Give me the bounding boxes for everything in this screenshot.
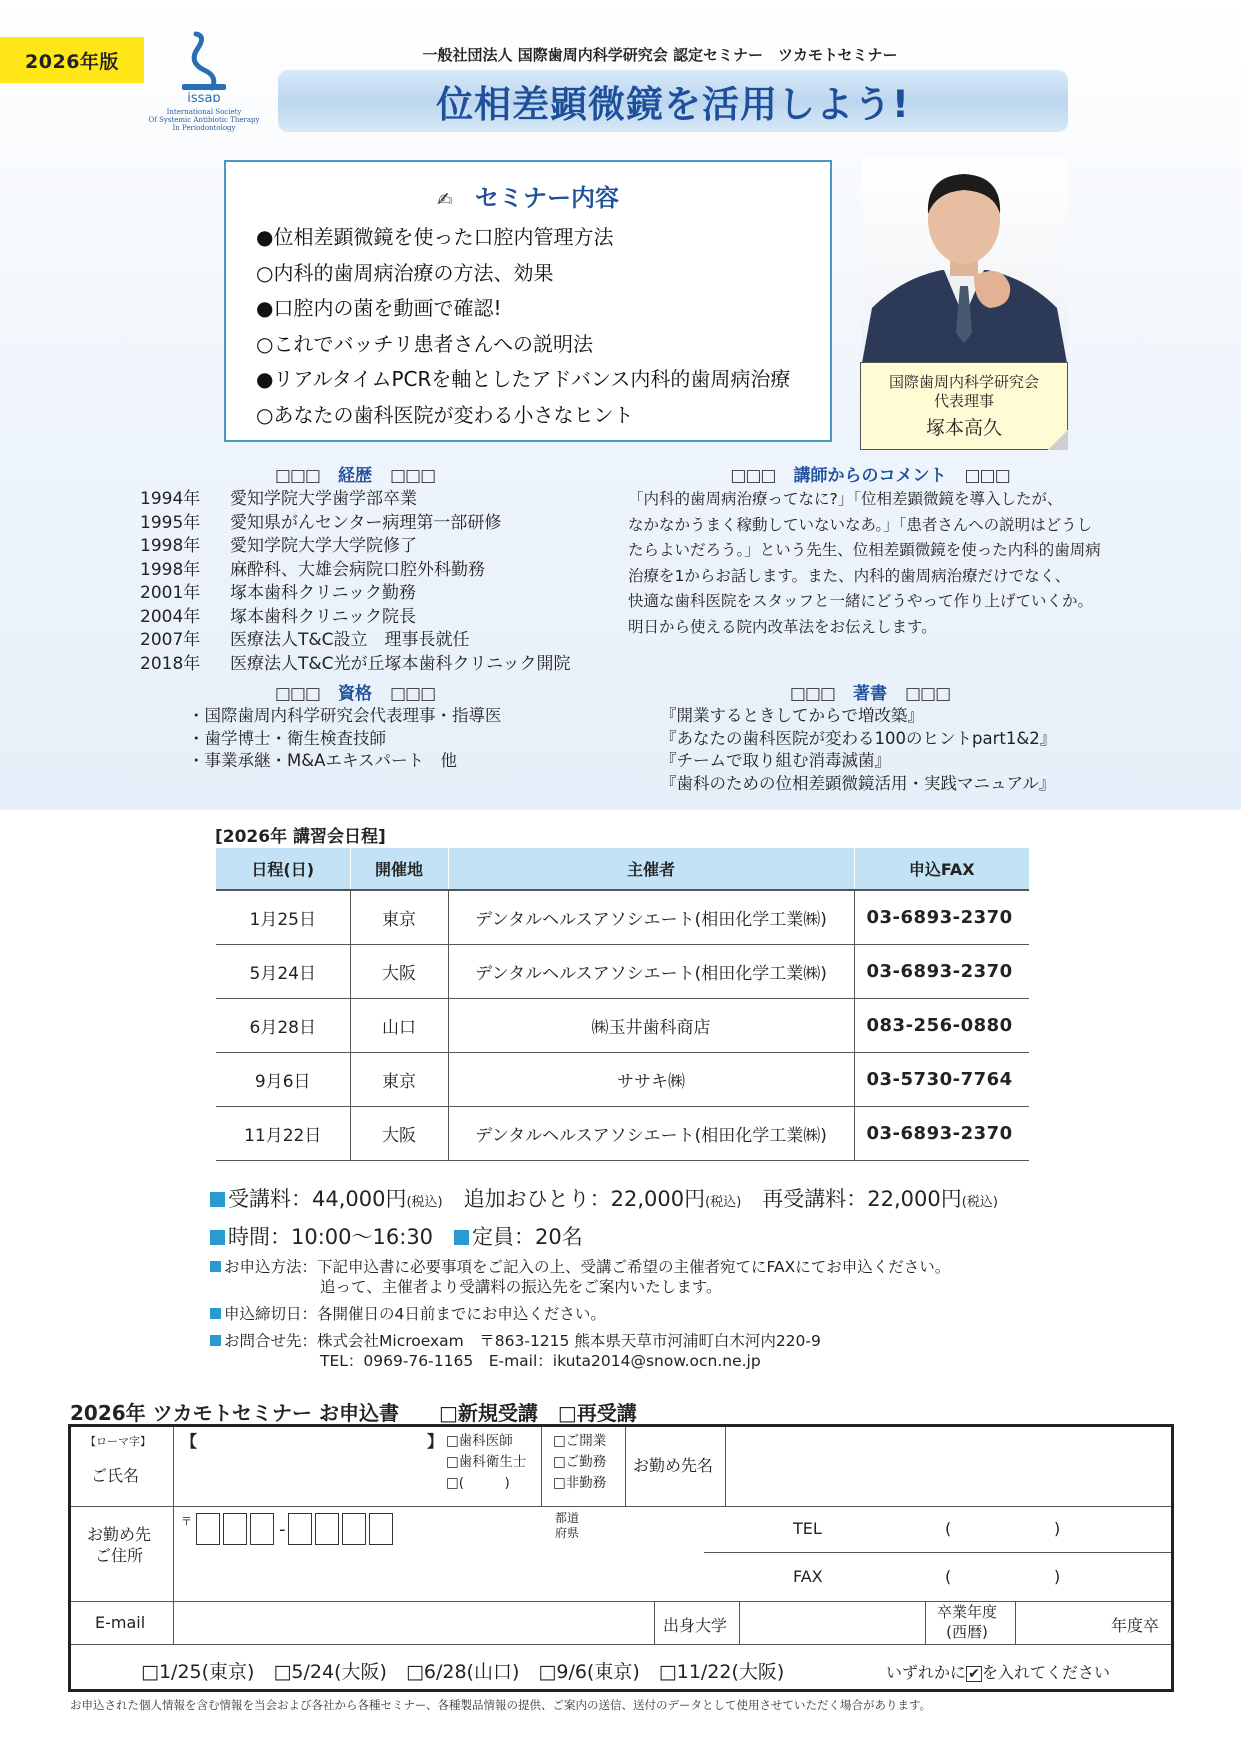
table-row: 6月28日 山口 ㈱玉井歯科商店 083-256-0880 xyxy=(216,998,1029,1052)
page-title: 位相差顕微鏡を活用しよう! xyxy=(436,83,910,126)
microscope-logo-icon xyxy=(174,30,234,102)
university-label: 出身大学 xyxy=(663,1616,728,1635)
address-label: お勤め先 ご住所 xyxy=(87,1525,152,1565)
pen-icon: ✍ xyxy=(437,189,453,211)
career-row: 2007年 医療法人T&C設立 理事長就任 xyxy=(140,630,470,650)
postal-code-boxes[interactable]: - xyxy=(196,1513,396,1549)
column-header: 開催地 xyxy=(350,848,448,890)
list-item: 『チームで取り組む消毒滅菌』 xyxy=(660,751,891,770)
content-list xyxy=(256,220,790,433)
square-bullet-icon xyxy=(210,1335,221,1346)
career-list xyxy=(138,487,573,677)
new-checkbox-label[interactable]: □新規受講 xyxy=(439,1401,538,1425)
lecturer-affiliation: 国際歯周内科学研究会 xyxy=(888,373,1039,391)
column-header: 主催者 xyxy=(448,848,854,890)
name-input-close-bracket: 】 xyxy=(427,1432,444,1451)
books-list xyxy=(660,705,1056,795)
square-bullet-icon xyxy=(210,1261,221,1272)
list-item: ・国際歯周内科学研究会代表理事・指導医 xyxy=(188,706,502,725)
list-item: 『あなたの歯科医院が変わる100のヒントpart1&2』 xyxy=(660,728,1057,748)
email-label: E-mail xyxy=(95,1613,146,1632)
table-row: 5月24日 大阪 デンタルヘルスアソシエート(相田化学工業㈱) 03-6893-2370 xyxy=(216,944,1029,998)
list-item: ○内科的歯周病治療の方法、効果 xyxy=(256,260,554,285)
issap-logo xyxy=(140,30,268,142)
list-item: ○これでバッチリ患者さんへの説明法 xyxy=(256,331,594,356)
prefecture-label: 都道 府県 xyxy=(555,1511,580,1540)
career-row: 1995年 愛知県がんセンター病理第一部研修 xyxy=(140,512,502,533)
career-row: 2018年 医療法人T&C光が丘塚本歯科クリニック開院 xyxy=(140,653,571,674)
career-row: 1998年 愛知学院大学大学院修了 xyxy=(140,536,417,556)
tel-paren-close: ) xyxy=(1054,1519,1061,1538)
column-header: 日程(日) xyxy=(216,848,350,890)
svg-text:issap: issap xyxy=(187,91,221,102)
list-item: ●位相差顕微鏡を使った口腔内管理方法 xyxy=(256,225,614,249)
career-row: 1994年 愛知学院大学歯学部卒業 xyxy=(140,489,417,509)
lecturer-role: 代表理事 xyxy=(933,392,994,410)
tel-paren-open[interactable]: ( xyxy=(945,1519,952,1538)
career-row: 2001年 塚本歯科クリニック勤務 xyxy=(140,583,416,603)
table-row: 11月22日 大阪 デンタルヘルスアソシエート(相田化学工業㈱) 03-6893-2370 xyxy=(216,1106,1029,1160)
square-bullet-icon xyxy=(454,1230,469,1245)
career-heading: □□□ 経歴 □□□ xyxy=(274,466,436,486)
privacy-note: お申込された個人情報を含む情報を当会および各社から各種セミナー、各種製品情報の提供、ご案内の送信、送付のデータとして使用させていただく場合があります。 xyxy=(70,1698,932,1712)
date-options[interactable]: □1/25(東京) □5/24(大阪) □6/28(山口) □9/6(東京) □11/22(大阪) xyxy=(141,1661,785,1683)
list-item: ○あなたの歯科医院が変わる小さなヒント xyxy=(256,402,634,427)
books-heading: □□□ 著書 □□□ xyxy=(789,684,951,704)
list-item: ●リアルタイムPCRを軸としたアドバンス内科的歯周病治療 xyxy=(256,367,791,391)
organizer-line: 一般社団法人 国際歯周内科学研究会 認定セミナー ツカモトセミナー xyxy=(422,46,898,64)
square-bullet-icon xyxy=(210,1230,225,1245)
edition-badge: 2026年版 xyxy=(0,37,144,83)
logo-english-name: International Society Of Systemic Antibiotic Therapy In Periodontology xyxy=(148,108,260,132)
romaji-label: 【ローマ字】 xyxy=(85,1435,151,1448)
lecturer-photo xyxy=(862,158,1067,363)
workplace-label: お勤め先名 xyxy=(633,1456,714,1475)
year-suffix-label: 年度卒 xyxy=(1111,1616,1160,1635)
lecturer-caption xyxy=(860,362,1068,450)
qualification-heading: □□□ 資格 □□□ xyxy=(274,684,436,704)
schedule-table xyxy=(216,848,1029,1161)
fax-paren-close: ) xyxy=(1054,1567,1061,1586)
career-row: 2004年 塚本歯科クリニック院長 xyxy=(140,606,416,627)
graduation-year-label: 卒業年度 (西暦) xyxy=(937,1603,998,1641)
table-header-row xyxy=(216,848,1029,890)
time-capacity-line: 時間：10:00〜16:30 定員：20名 xyxy=(210,1220,998,1254)
content-heading: ✍ セミナー内容 xyxy=(437,184,619,212)
schedule-heading: [2026年 講習会日程] xyxy=(215,827,386,847)
fax-label: FAX xyxy=(793,1567,823,1586)
employment-options[interactable]: □ご開業 □ご勤務 □非勤務 xyxy=(553,1433,607,1491)
list-item: ・事業承継・M&Aエキスパート 他 xyxy=(188,751,458,770)
lecturer-name: 塚本高久 xyxy=(925,417,1002,439)
qualification-list xyxy=(188,705,502,773)
list-item: 『開業するときしてからで増改築』 xyxy=(660,706,924,725)
checkmark-icon: ✔ xyxy=(966,1666,982,1682)
retake-checkbox-label[interactable]: □再受講 xyxy=(557,1401,637,1425)
postal-mark: 〒 xyxy=(181,1515,192,1528)
square-bullet-icon xyxy=(210,1192,225,1207)
application-notes: お申込方法：下記申込書に必要事項をご記入の上、受講ご希望の主催者宛てにFAXにてお申込ください。 追って、主催者より受講料の振込先をご案内いたします。 申込締切日：各開催日の4日前までにお申込ください。 お問合せ先：株式会社Microexam 〒863-1215 熊本県天草市河浦町白木河内220-9 TEL：0969-76-1165 E-mail：ikuta2014@snow.ocn.ne.jp xyxy=(210,1257,950,1371)
lecturer-comment: 「内科的歯周病治療ってなに?」「位相差顕微鏡を導入したが、 なかなかうまく稼動していないなあ。」「患者さんへの説明はどうし たらよいだろう。」という先生、位相差顕微鏡を使った内科的歯周病 治療を1からお話します。また、内科的歯周病治療だけでなく、 快適な歯科医院をスタッフと一緒にどうやって作り上げていくか。 明日から使える院内改革法をお伝えします。 xyxy=(628,490,1101,636)
fee-line: 受講料：44,000円(税込) 追加おひとり：22,000円(税込) 再受講料：22,000円(税込) xyxy=(210,1182,998,1220)
table-row: 9月6日 東京 ササキ㈱ 03-5730-7764 xyxy=(216,1052,1029,1106)
fax-paren-open[interactable]: ( xyxy=(945,1567,952,1586)
list-item: 『歯科のための位相差顕微鏡活用・実践マニュアル』 xyxy=(660,773,1056,793)
comment-heading: □□□ 講師からのコメント □□□ xyxy=(730,466,1010,486)
column-header: 申込FAX xyxy=(854,848,1029,890)
seminar-content-box xyxy=(224,160,832,442)
application-form-title: 2026年 ツカモトセミナー お申込書 □新規受講 □再受講 xyxy=(70,1401,637,1425)
table-row: 1月25日 東京 デンタルヘルスアソシエート(相田化学工業㈱) 03-6893-2370 xyxy=(216,890,1029,944)
occupation-options[interactable]: □歯科医師 □歯科衛生士 □( ) xyxy=(446,1433,527,1491)
name-label: ご氏名 xyxy=(91,1466,140,1485)
application-form xyxy=(68,1424,1174,1692)
list-item: ・歯学博士・衛生検査技師 xyxy=(188,728,386,748)
name-input-open-bracket[interactable]: 【 xyxy=(181,1432,198,1451)
tel-label: TEL xyxy=(793,1519,822,1538)
title-banner xyxy=(278,70,1068,132)
list-item: ●口腔内の菌を動画で確認! xyxy=(256,296,502,320)
square-bullet-icon xyxy=(210,1308,221,1319)
career-row: 1998年 麻酔科、大雄会病院口腔外科勤務 xyxy=(140,559,485,580)
check-instruction: いずれかに ✔ を入れてください xyxy=(886,1663,1111,1682)
paper-fold-icon xyxy=(1048,430,1068,450)
fee-info xyxy=(210,1182,998,1254)
